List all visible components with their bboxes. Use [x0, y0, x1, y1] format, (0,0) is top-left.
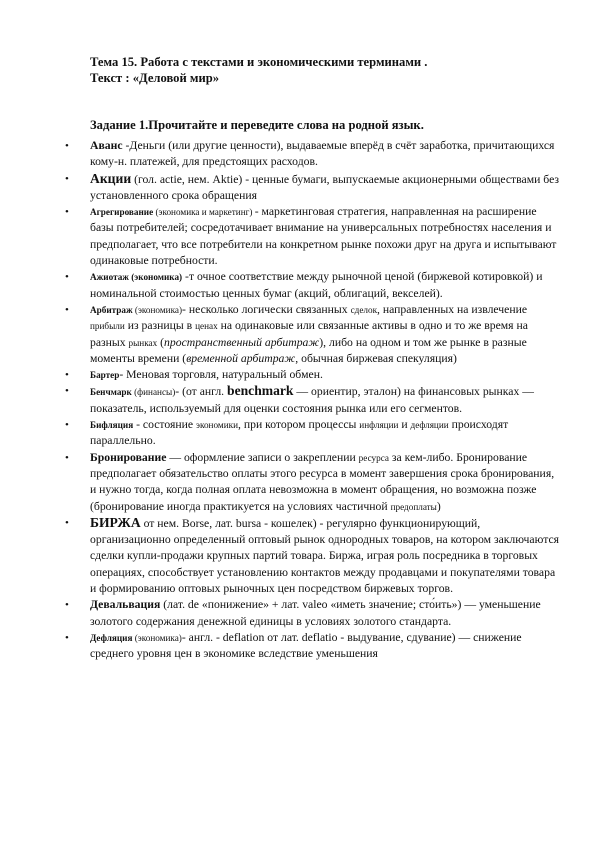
term: Девальвация [90, 598, 161, 612]
task-title: Задание 1.Прочитайте и переведите слова на родной язык. [90, 118, 424, 132]
list-item [65, 367, 560, 383]
definition-link: ценах [195, 321, 218, 332]
definition-part: , направленных на извлечение [377, 302, 528, 316]
term: Бартер [90, 370, 120, 381]
definition-part: — оформление записи о закреплении [166, 450, 359, 464]
bullet: • [65, 140, 69, 152]
definition-link: предоплаты [390, 501, 437, 512]
definition: - маркетинговая стратегия, направленная на расширение базы потребителей; сосредотачивает внимание на универсальных потребностях населения и предполагает, что все потребители на конкретном рынке похожи друг на друга и испытывают одинаковые потребности. [90, 205, 557, 268]
definition-link: рынках [128, 337, 158, 348]
definition-link: экономики [196, 420, 238, 431]
term-note: (экономика) [128, 272, 183, 283]
list-item [65, 170, 560, 205]
term: Аванс [90, 139, 123, 152]
term: Ажиотаж [90, 272, 129, 283]
term: Акции [90, 170, 132, 186]
definition-part: ) [436, 499, 441, 513]
text-title: Текст : «Деловой мир» [90, 71, 220, 85]
term: Агрегирование [90, 207, 154, 218]
document-header [90, 54, 550, 86]
definition-part: , обычная биржевая спекуляция) [295, 351, 457, 365]
definition: - англ. - deflation от лат. deflatio - выдувание, сдувание) — снижение среднего уровня цен в экономике вследствие уменьшения [90, 630, 522, 661]
term: Бенчмарк [90, 387, 132, 398]
definition-part: ), либо на одном и том же рынке в разные моменты времени ( [90, 335, 527, 365]
definition: -т очное соответствие между рыночной ценой (биржевой котировкой) и номинальной стоимостью ценных бумаг (акций, облигаций, векселей). [90, 270, 543, 300]
term-note: (экономика и маркетинг) [153, 207, 255, 218]
definition-part: ( [157, 335, 165, 349]
bullet: • [65, 631, 69, 644]
bullet: • [65, 516, 69, 529]
term: БИРЖА [90, 514, 141, 530]
definition: (гол. actie, нем. Aktie) - ценные бумаги, выпускаемые акционерными обществами без установленного срока обращения [90, 172, 560, 202]
definition-emphasis: benchmark [227, 383, 294, 399]
list-item [65, 204, 560, 269]
definition-part: - (от англ. [175, 385, 228, 399]
definition-part: за кем-либо. Бронирование предполагает обязательство оплаты этого ресурса в момент завершения срока бронирования, и нужно тогда, когда полная оплата невозможна в момент обращения, но возможна позже (бронирование иногда практикуется на условиях частичной [90, 450, 555, 513]
list-item [65, 514, 560, 597]
list-item [65, 630, 560, 663]
definition-part: - состояние [133, 418, 197, 432]
list-item [65, 417, 560, 450]
definition-italic: пространственный арбитраж [164, 335, 320, 349]
bullet: • [65, 206, 69, 219]
topic-title: Тема 15. Работа с текстами и экономическими терминами . [90, 55, 428, 69]
term: Бронирование [90, 450, 167, 464]
definition: от нем. Borse, лат. bursa - кошелек) - регулярно функционирующий, организационно определенный оптовый рынок однородных товаров, на котором заключаются сделки купли-продажи крупных партий товара. Биржа, играя роль посредника в торговых операциях, способствует установлению контактов между продавцами и покупателями товара и формированию оптовых рыночных цен посредством биржевых торгов. [90, 516, 560, 596]
definition-link: ресурса [358, 452, 389, 463]
term: Бифляция [90, 420, 134, 431]
definition-part: и [398, 418, 411, 432]
definition-part: - несколько логически связанных [182, 302, 351, 316]
list-item [65, 450, 560, 515]
definition-link: прибыли [90, 321, 125, 332]
glossary-list [65, 135, 560, 663]
list-item [65, 383, 560, 417]
term-note: (экономика) [132, 304, 183, 315]
term-note: (экономика) [132, 632, 182, 643]
list-item [65, 269, 560, 302]
definition-part: на одинаковые или связанные активы в одно и то же время на разных [90, 319, 528, 349]
definition: -Деньги (или другие ценности), выдаваемые вперёд в счёт заработка, причитающихся кому-н. платежей, для предстоящих расходов. [90, 139, 555, 169]
definition: - Меновая торговля, натуральный обмен. [119, 368, 323, 382]
definition-part: — ориентир, эталон) на финансовых рынках — показатель, используемый для оценки состояния рынка или его сегментов. [90, 385, 534, 415]
definition-part: происходят параллельно. [90, 418, 509, 448]
bullet: • [65, 172, 69, 185]
bullet: • [65, 369, 69, 382]
list-item [65, 138, 560, 171]
definition-link: дефляции [410, 420, 449, 431]
bullet: • [65, 271, 69, 284]
bullet: • [65, 303, 69, 316]
list-item [65, 597, 560, 630]
list-item [65, 302, 560, 367]
definition-italic: временной арбитраж [186, 351, 296, 365]
definition-link: инфляции [359, 420, 399, 431]
term: Дефляция [90, 632, 133, 643]
definition-part: , при котором процессы [238, 418, 360, 432]
bullet: • [65, 419, 69, 432]
definition: (лат. de «понижение» + лат. valeo «иметь значение; сто́ить») — уменьшение золотого содержания денежной единицы в условиях золотого стандарта. [90, 598, 541, 628]
bullet: • [65, 599, 69, 612]
bullet: • [65, 385, 69, 398]
term: Арбитраж [90, 304, 133, 315]
term-note: (финансы) [131, 387, 176, 398]
definition-link: сделок [350, 304, 378, 315]
definition-part: из разницы в [124, 319, 196, 333]
bullet: • [65, 451, 69, 464]
